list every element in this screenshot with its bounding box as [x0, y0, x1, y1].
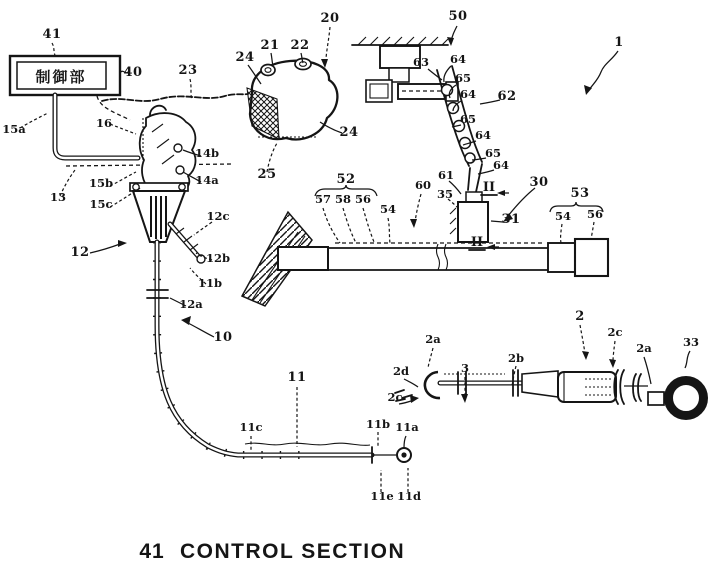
ref-12b: 12b: [205, 251, 231, 265]
ref-65-2: 65: [459, 112, 477, 126]
pedal-assembly: [352, 26, 618, 192]
ref-52: 52: [336, 172, 356, 187]
ref-61: 61: [437, 168, 455, 182]
ref-11a: 11a: [395, 420, 419, 434]
ref-35: 35: [436, 187, 454, 201]
ref-16: 16: [95, 116, 113, 130]
caption-label: CONTROL SECTION: [180, 540, 406, 563]
ref-31: 31: [501, 212, 521, 227]
ref-15a: 15a: [2, 122, 26, 136]
ref-25: 25: [257, 167, 277, 182]
ref-2a-right: 2a: [636, 341, 652, 355]
caption: [139, 540, 405, 563]
ref-2a-left: 2a: [425, 332, 441, 346]
ref-63: 63: [412, 55, 430, 69]
control-unit-text: 制御部: [35, 68, 87, 86]
ref-10: 10: [213, 330, 233, 345]
ref-64-4: 64: [492, 158, 510, 172]
ref-64-1: 64: [449, 52, 467, 66]
ref-1: 1: [614, 35, 624, 50]
ref-3: 3: [460, 361, 470, 375]
ref-64-2: 64: [459, 87, 477, 101]
ref-56-right: 56: [586, 207, 604, 221]
ref-40: 40: [123, 65, 143, 80]
ref-15c: 15c: [89, 197, 113, 211]
ref-14a: 14a: [195, 173, 219, 187]
ref-65-3: 65: [484, 146, 502, 160]
ref-11: 11: [287, 370, 307, 385]
ref-2c-right: 2c: [607, 325, 623, 339]
rod-assembly: [392, 325, 704, 416]
ref-58: 58: [334, 192, 352, 206]
ref-12: 12: [70, 245, 90, 260]
ref-62: 62: [497, 89, 517, 104]
ref-11b-upper: 11b: [197, 276, 223, 290]
ref-53: 53: [570, 186, 590, 201]
ref-15b: 15b: [88, 176, 114, 190]
ref-50: 50: [448, 9, 468, 24]
ref-2b: 2b: [507, 351, 525, 365]
ref-54-right: 54: [554, 209, 572, 223]
ref-14b: 14b: [194, 146, 220, 160]
ref-60: 60: [414, 178, 432, 192]
ref-11e: 11e: [370, 489, 394, 503]
ref-54-mid: 54: [379, 202, 397, 216]
ref-41: 41: [42, 27, 62, 42]
section-marker-II-1: II: [482, 180, 496, 195]
ref-56-mid: 56: [354, 192, 372, 206]
ref-23: 23: [178, 63, 198, 78]
ref-2: 2: [575, 309, 585, 324]
ref-11c: 11c: [239, 420, 263, 434]
ref-20: 20: [320, 11, 340, 26]
ref-64-3: 64: [474, 128, 492, 142]
ref-24-left: 24: [235, 50, 255, 65]
section-marker-II-2: II: [470, 235, 484, 250]
ref-13: 13: [49, 190, 67, 204]
ref-12c: 12c: [206, 209, 230, 223]
ref-2c-left: 2c: [387, 390, 403, 404]
ref-65-1: 65: [454, 71, 472, 85]
caption-number: 41: [139, 540, 165, 563]
main-shaft: [242, 181, 608, 306]
ref-24-right: 24: [339, 125, 359, 140]
ref-2d: 2d: [392, 364, 410, 378]
control-unit-box: [10, 43, 129, 95]
ref-12a: 12a: [179, 297, 203, 311]
ref-21: 21: [260, 38, 280, 53]
ref-22: 22: [290, 38, 310, 53]
ref-33: 33: [682, 335, 700, 349]
ref-30: 30: [529, 175, 549, 190]
ref-11d: 11d: [396, 489, 422, 503]
ref-57: 57: [314, 192, 332, 206]
ref-11b-lower: 11b: [365, 417, 391, 431]
